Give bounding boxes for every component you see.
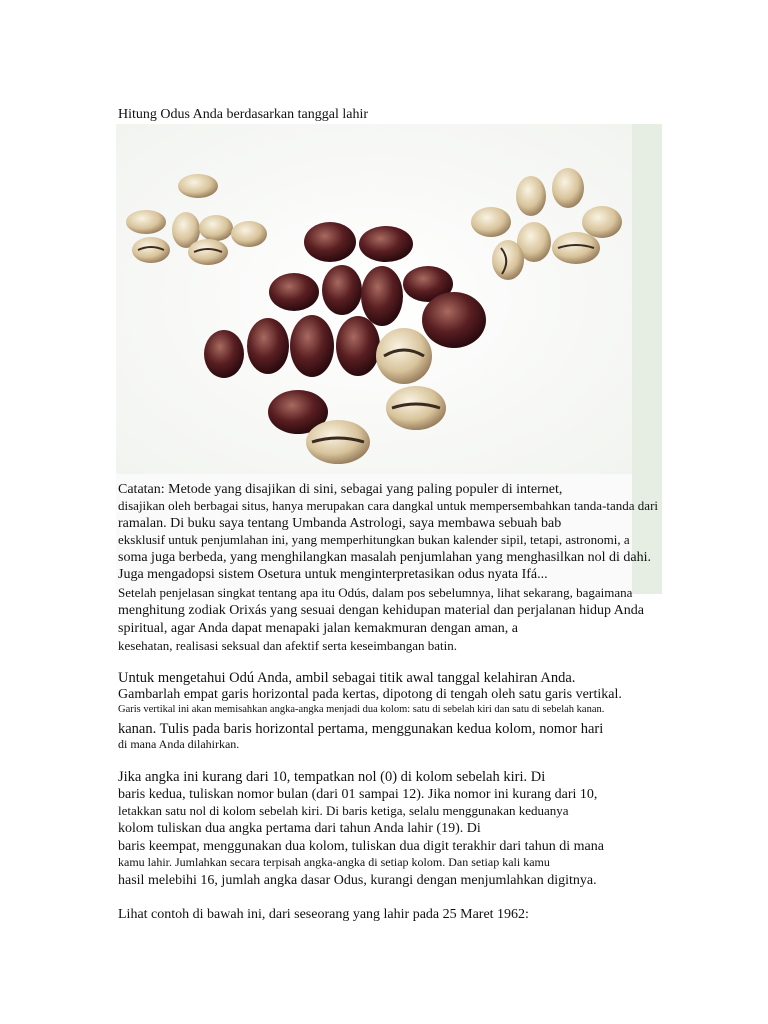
text-line: kesehatan, realisasi seksual dan afektif serta keseimbangan batin. bbox=[118, 638, 457, 653]
text-line: di mana Anda dilahirkan. bbox=[118, 737, 240, 751]
text-line: Gambarlah empat garis horizontal pada kertas, dipotong di tengah oleh satu garis vertikal. bbox=[118, 687, 622, 702]
text-line: Catatan: Metode yang disajikan di sini, sebagai yang paling populer di internet, bbox=[118, 482, 563, 497]
text-line: letakkan satu nol di kolom sebelah kiri. Di baris ketiga, selalu menggunakan keduanya bbox=[118, 803, 569, 818]
text-line: kolom tuliskan dua angka pertama dari tahun Anda lahir (19). Di bbox=[118, 821, 481, 836]
text-line: ramalan. Di buku saya tentang Umbanda Astrologi, saya membawa sebuah bab bbox=[118, 516, 562, 531]
text-line: Untuk mengetahui Odú Anda, ambil sebagai titik awal tanggal kelahiran Anda. bbox=[118, 670, 576, 686]
text-line: Setelah penjelasan singkat tentang apa itu Odús, dalam pos sebelumnya, lihat sekarang, bagaimana bbox=[118, 585, 633, 600]
text-line: Juga mengadopsi sistem Osetura untuk menginterpretasikan odus nyata Ifá... bbox=[118, 567, 548, 582]
text-line: baris keempat, menggunakan dua kolom, tuliskan dua digit terakhir dari tahun di mana bbox=[118, 839, 604, 854]
text-line: Jika angka ini kurang dari 10, tempatkan nol (0) di kolom sebelah kiri. Di bbox=[118, 769, 546, 785]
text-line: soma juga berbeda, yang menghilangkan masalah penjumlahan yang menghasilkan nol di dahi. bbox=[118, 550, 652, 565]
text-line: Garis vertikal ini akan memisahkan angka-angka menjadi dua kolom: satu di sebelah kiri dan satu di sebelah kanan. bbox=[118, 704, 605, 715]
text-line: disajikan oleh berbagai situs, hanya merupakan cara dangkal untuk mempersembahkan tanda-tanda dari bbox=[118, 498, 659, 513]
text-line: kamu lahir. Jumlahkan secara terpisah angka-angka di setiap kolom. Dan setiap kali kamu bbox=[118, 855, 550, 869]
text-line: menghitung zodiak Orixás yang sesuai dengan kehidupan material dan perjalanan hidup Anda bbox=[118, 603, 645, 618]
page-title: Hitung Odus Anda berdasarkan tanggal lahir bbox=[118, 107, 368, 122]
text-line: spiritual, agar Anda dapat menapaki jalan kemakmuran dengan aman, a bbox=[118, 621, 519, 636]
text-line: Lihat contoh di bawah ini, dari seseorang yang lahir pada 25 Maret 1962: bbox=[118, 907, 529, 922]
text-line: kanan. Tulis pada baris horizontal pertama, menggunakan kedua kolom, nomor hari bbox=[118, 721, 604, 737]
text-line: baris kedua, tuliskan nomor bulan (dari 01 sampai 12). Jika nomor ini kurang dari 10, bbox=[118, 787, 598, 802]
text-line: eksklusif untuk penjumlahan ini, yang memperhitungkan bukan kalender sipil, tetapi, astronomi, a bbox=[118, 532, 630, 547]
text-line: hasil melebihi 16, jumlah angka dasar Odus, kurangi dengan menjumlahkan digitnya. bbox=[118, 873, 597, 888]
